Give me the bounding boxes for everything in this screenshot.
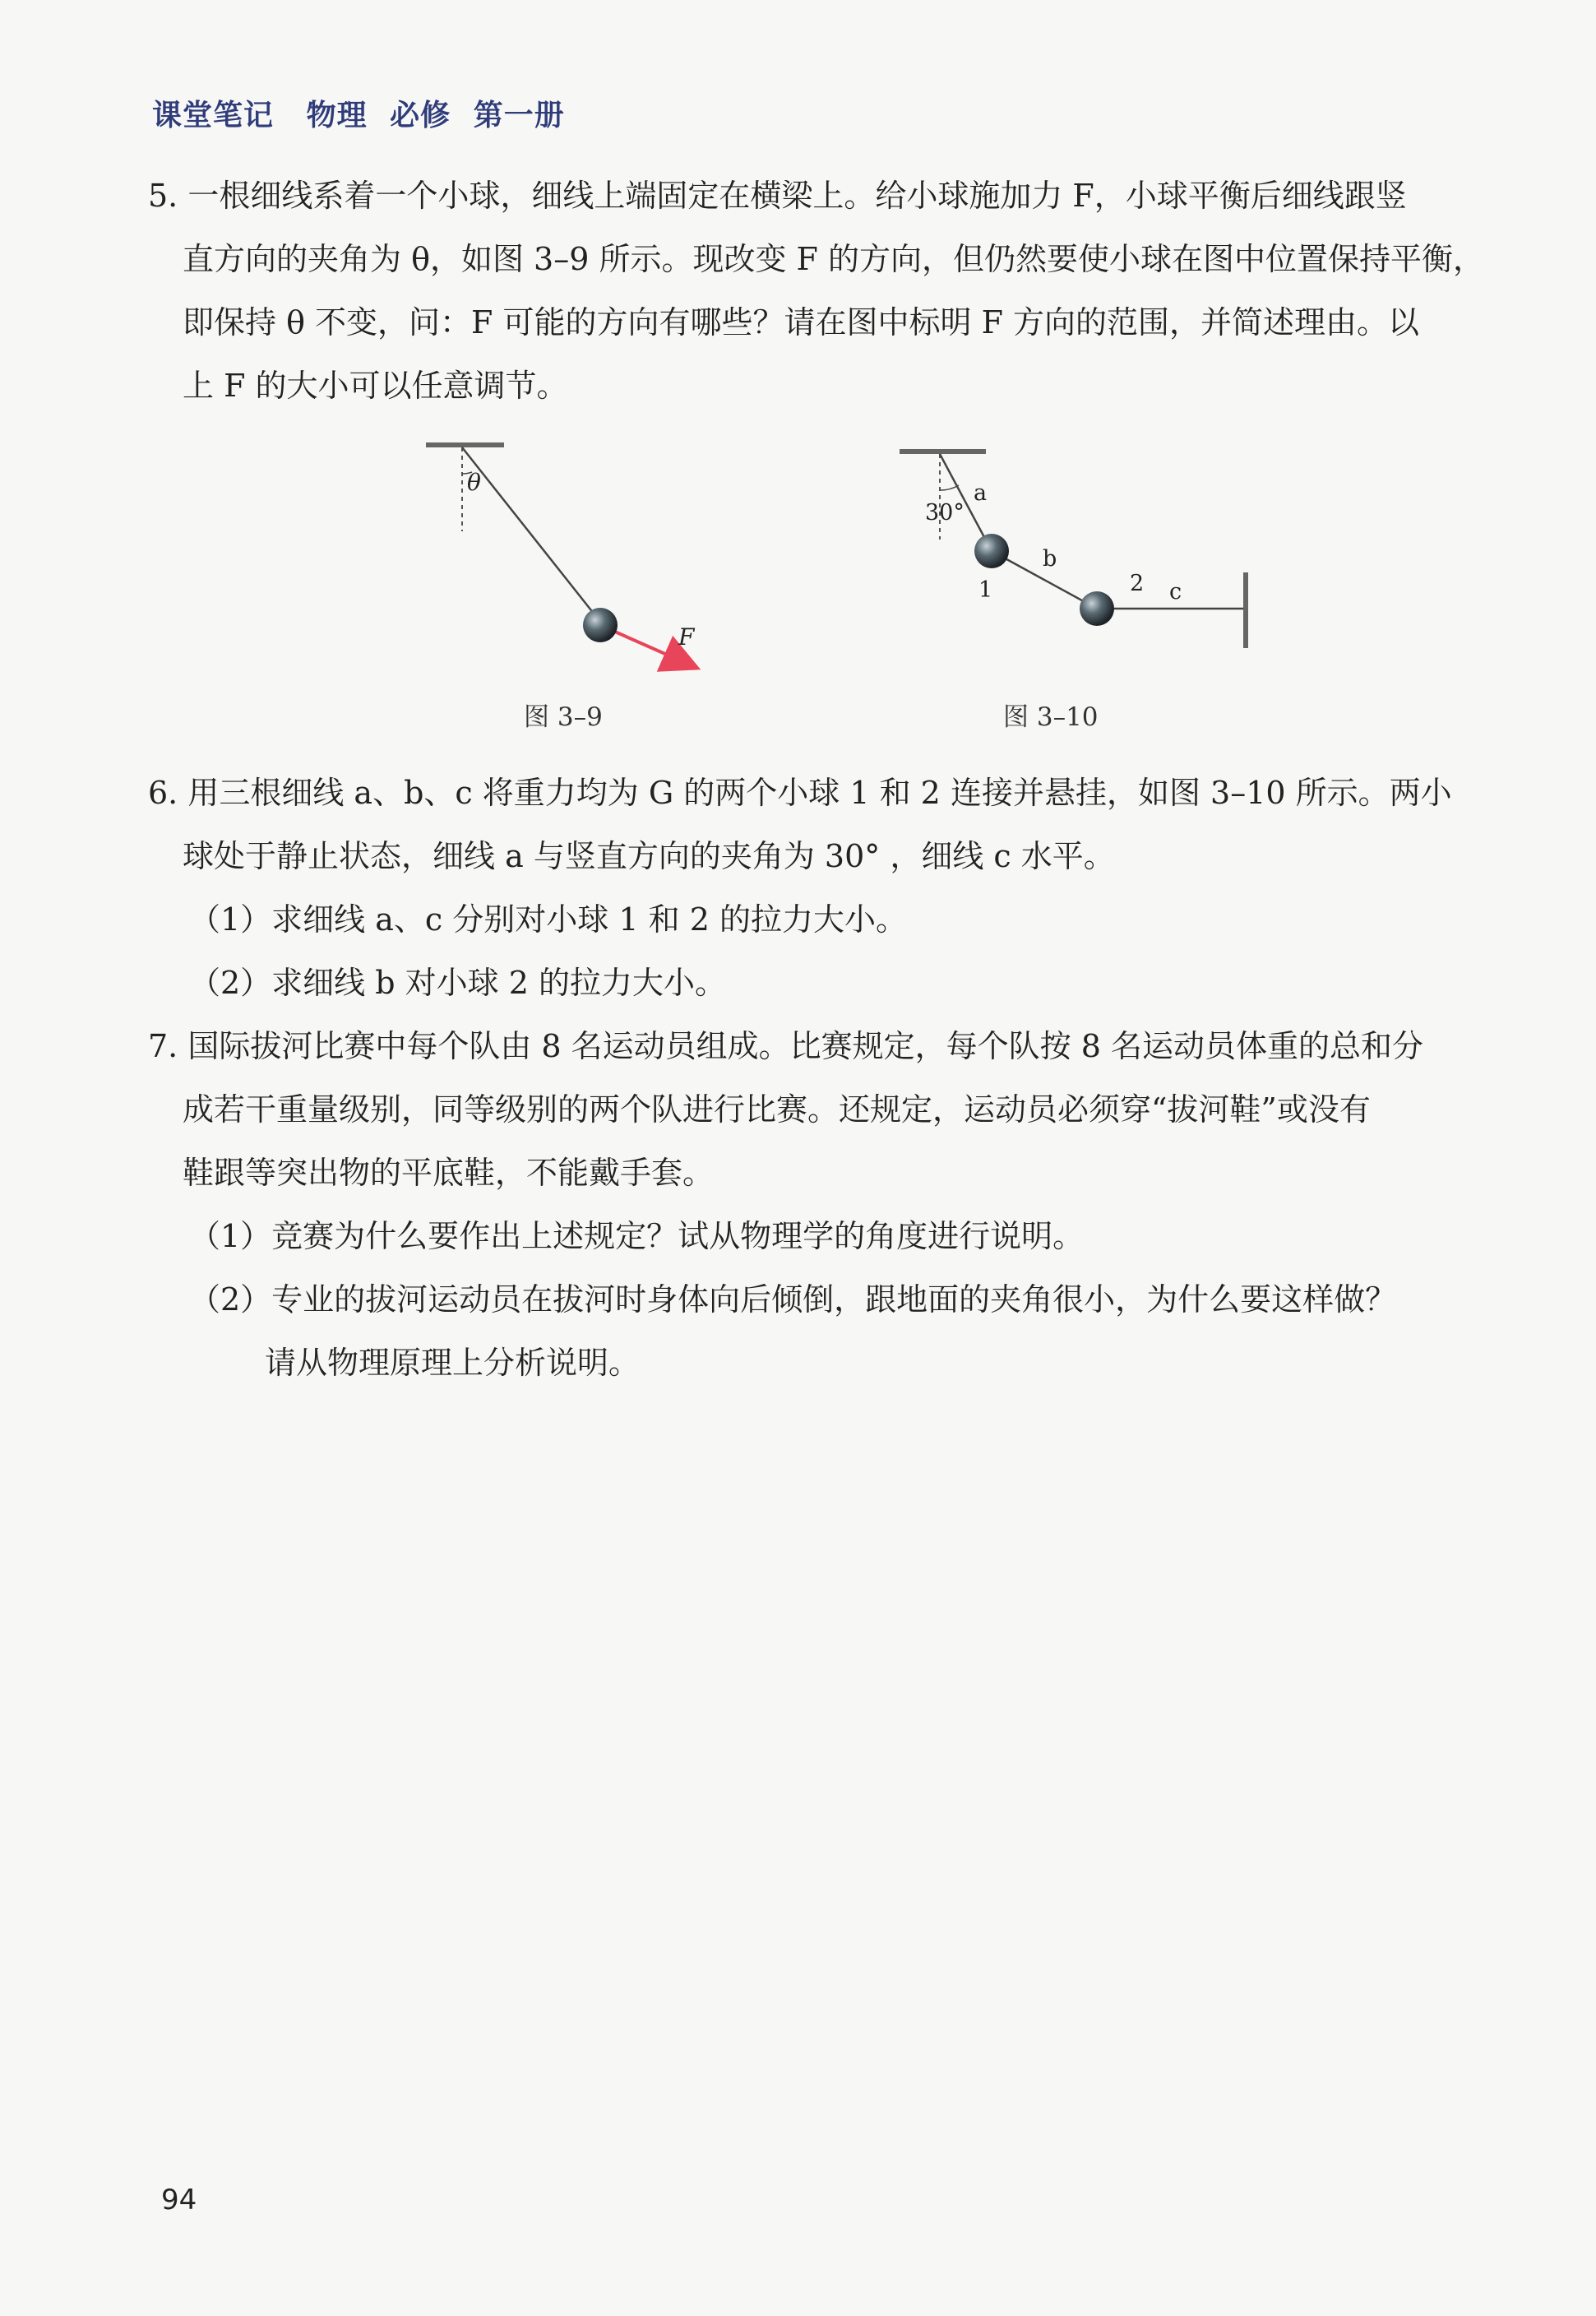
book-title: 课堂笔记 (152, 99, 275, 132)
question-5 (148, 164, 1488, 418)
volume-label: 必修 (390, 99, 451, 132)
question-6 (148, 762, 1488, 1015)
force-label: F (678, 623, 695, 651)
q7-sub2-line: 请从物理原理上分析说明。 (265, 1345, 641, 1381)
ball-1 (974, 534, 1009, 568)
theta-label: θ (467, 469, 481, 496)
q7-sub2-line: （2）专业的拔河运动员在拔河时身体向后倾倒，跟地面的夹角很小，为什么要这样做？ (189, 1281, 1397, 1318)
figure-3-10-caption: 图 3–10 (1003, 702, 1099, 732)
q5-line: 上 F 的大小可以任意调节。 (183, 368, 568, 404)
ceiling-beam (426, 442, 504, 447)
ball-2-label: 2 (1130, 571, 1145, 596)
string-c-label: c (1169, 579, 1182, 604)
q7-line: 成若干重量级别，同等级别的两个队进行比赛。还规定，运动员必须穿“拔河鞋”或没有 (183, 1091, 1371, 1128)
string-a-label: a (974, 480, 988, 506)
wall (1243, 572, 1248, 648)
q6-line: 6. 用三根细线 a、b、c 将重力均为 G 的两个小球 1 和 2 连接并悬挂，如图 3–10 所示。两小 (148, 775, 1452, 811)
question-7 (148, 1015, 1488, 1395)
ball-2 (1080, 591, 1114, 626)
q6-sub-question: （1）求细线 a、c 分别对小球 1 和 2 的拉力大小。 (189, 901, 907, 938)
part-label: 第一册 (473, 99, 565, 132)
ceiling-beam (900, 449, 986, 454)
figures-row (148, 424, 1488, 753)
q7-line: 7. 国际拔河比赛中每个队由 8 名运动员组成。比赛规定，每个队按 8 名运动员体重的总和分 (148, 1028, 1424, 1064)
ball-1-label: 1 (978, 577, 993, 603)
q7-sub-question (148, 1268, 1488, 1395)
angle-label: 30° (925, 500, 965, 526)
subject-label: 物理 (306, 99, 368, 132)
running-header (152, 92, 586, 134)
q7-line: 鞋跟等突出物的平底鞋，不能戴手套。 (183, 1155, 715, 1191)
q6-line: 球处于静止状态，细线 a 与竖直方向的夹角为 30° ，细线 c 水平。 (183, 838, 1115, 874)
page-content (148, 164, 1488, 1395)
string (462, 447, 600, 622)
q5-line: 5. 一根细线系着一个小球，细线上端固定在横梁上。给小球施加力 F，小球平衡后细线跟竖 (148, 178, 1407, 214)
figure-3-9-caption: 图 3–9 (524, 702, 603, 732)
q6-sub-question: （2）求细线 b 对小球 2 的拉力大小。 (189, 965, 726, 1001)
q7-sub-question: （1）竞赛为什么要作出上述规定？试从物理学的角度进行说明。 (189, 1218, 1085, 1254)
ball (583, 608, 618, 642)
page-number: 94 (161, 2184, 197, 2216)
string-b-label: b (1043, 546, 1057, 572)
q5-line: 即保持 θ 不变，问：F 可能的方向有哪些？请在图中标明 F 方向的范围，并简述理由。以 (183, 304, 1420, 340)
q5-line: 直方向的夹角为 θ，如图 3–9 所示。现改变 F 的方向，但仍然要使小球在图中位置保持平衡， (183, 241, 1484, 277)
